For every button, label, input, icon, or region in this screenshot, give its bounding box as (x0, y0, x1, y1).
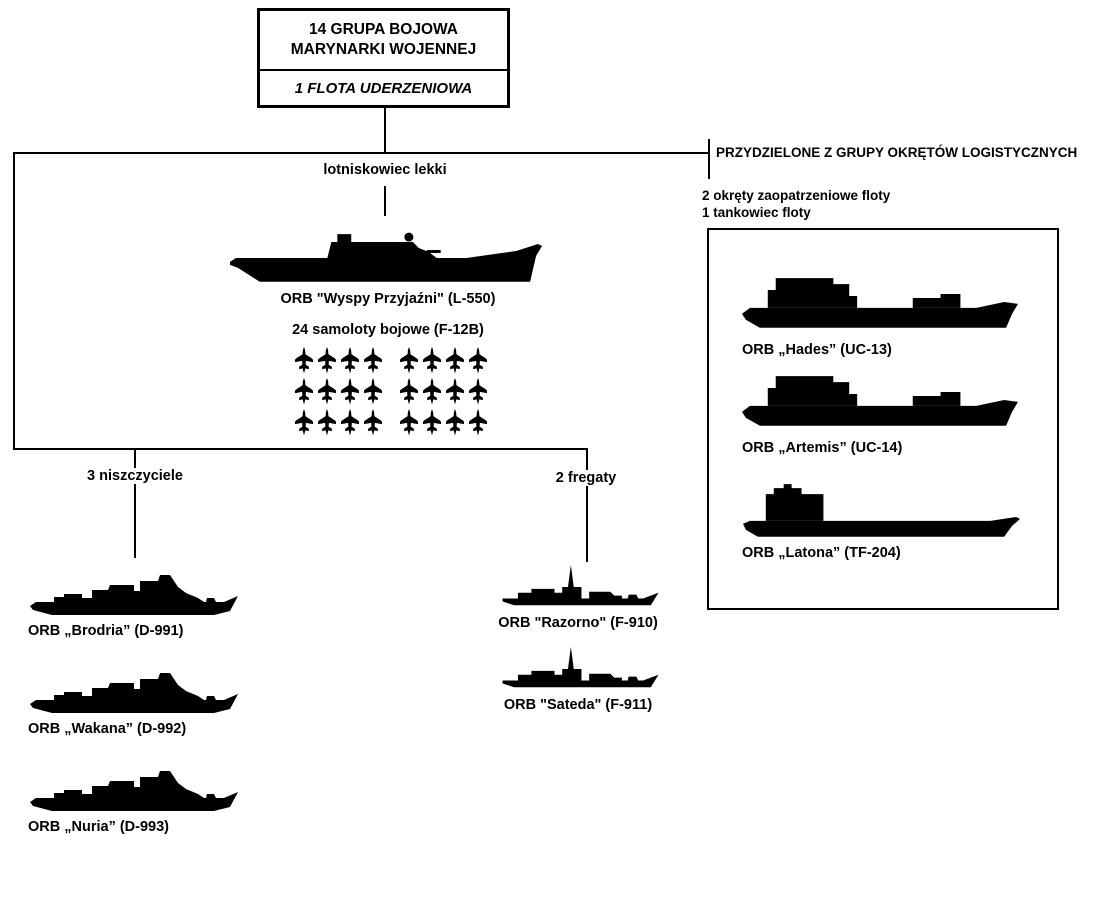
destroyer-silhouette (28, 554, 240, 620)
fighter-jet-icon (421, 347, 443, 374)
connector-hq-down (384, 107, 386, 153)
connector-logistics-terminator (708, 139, 710, 179)
fighter-jet-icon (293, 409, 315, 436)
fighter-jet-icon (444, 347, 466, 374)
fighter-jet-icon (421, 409, 443, 436)
fighter-jet-icon (362, 347, 384, 374)
destroyer-silhouette (28, 652, 240, 718)
destroyer-silhouette (28, 750, 240, 816)
hq-title-line1: 14 GRUPA BOJOWA (309, 21, 458, 38)
hq-box (257, 8, 510, 108)
aircraft-row (293, 347, 489, 374)
carrier-name-label: ORB "Wyspy Przyjaźni" (L-550) (280, 291, 496, 307)
fighter-jet-icon (362, 378, 384, 405)
fighter-jet-icon (398, 378, 420, 405)
frigate-silhouette (498, 642, 663, 694)
frigate-2-label: ORB "Sateda" (F-911) (503, 697, 653, 713)
destroyer-3-label: ORB „Nuria” (D-993) (28, 819, 169, 835)
fighter-jet-icon (316, 409, 338, 436)
logistics-header: PRZYDZIELONE Z GRUPY OKRĘTÓW LOGISTYCZNYCH (716, 145, 1078, 160)
aircraft-count-label: 24 samoloty bojowe (F-12B) (292, 322, 484, 338)
tanker-silhouette (740, 478, 1022, 540)
logistics-ship-1-label: ORB „Hades” (UC-13) (742, 342, 892, 358)
fighter-jet-icon (467, 409, 489, 436)
frigate-silhouette (498, 560, 663, 612)
destroyer-1-label: ORB „Brodria” (D-991) (28, 623, 184, 639)
destroyer-branch-label: 3 niszczyciele (82, 468, 188, 484)
fighter-jet-icon (293, 347, 315, 374)
frigate-branch-label: 2 fregaty (551, 470, 621, 486)
logistics-ship-3-label: ORB „Latona” (TF-204) (742, 545, 901, 561)
supply-ship-silhouette (738, 352, 1020, 434)
aircraft-group (398, 378, 489, 405)
aircraft-row (293, 409, 489, 436)
fighter-jet-icon (316, 347, 338, 374)
fighter-jet-icon (421, 378, 443, 405)
aircraft-group (398, 347, 489, 374)
destroyer-2-label: ORB „Wakana” (D-992) (28, 721, 187, 737)
fighter-jet-icon (339, 409, 361, 436)
aircraft-group (293, 409, 384, 436)
logistics-note-1: 2 okręty zaopatrzeniowe floty (702, 188, 891, 203)
fighter-jet-icon (467, 378, 489, 405)
aircraft-group (293, 378, 384, 405)
aircraft-carrier-silhouette (228, 212, 546, 288)
connector-left-vertical (13, 152, 15, 450)
fighter-jet-icon (339, 347, 361, 374)
carrier-branch-label: lotniskowiec lekki (323, 162, 447, 178)
fighter-jet-icon (293, 378, 315, 405)
hq-title (260, 11, 507, 71)
connector-lower-horizontal (13, 448, 588, 450)
connector-main-horizontal (13, 152, 710, 154)
frigate-1-label: ORB "Razorno" (F-910) (498, 615, 658, 631)
logistics-note-2: 1 tankowiec floty (702, 205, 811, 220)
aircraft-row (293, 378, 489, 405)
aircraft-grid (293, 347, 489, 440)
fighter-jet-icon (362, 409, 384, 436)
fighter-jet-icon (339, 378, 361, 405)
hq-title-line2: MARYNARKI WOJENNEJ (290, 41, 477, 58)
hq-subtitle: 1 FLOTA UDERZENIOWA (294, 79, 473, 97)
aircraft-group (293, 347, 384, 374)
fighter-jet-icon (398, 409, 420, 436)
fighter-jet-icon (467, 347, 489, 374)
logistics-ship-2-label: ORB „Artemis” (UC-14) (742, 440, 903, 456)
fighter-jet-icon (444, 409, 466, 436)
fighter-jet-icon (316, 378, 338, 405)
aircraft-group (398, 409, 489, 436)
connector-frigates-down (586, 448, 588, 562)
connector-destroyers-down (134, 448, 136, 558)
fighter-jet-icon (398, 347, 420, 374)
supply-ship-silhouette (738, 254, 1020, 336)
fighter-jet-icon (444, 378, 466, 405)
